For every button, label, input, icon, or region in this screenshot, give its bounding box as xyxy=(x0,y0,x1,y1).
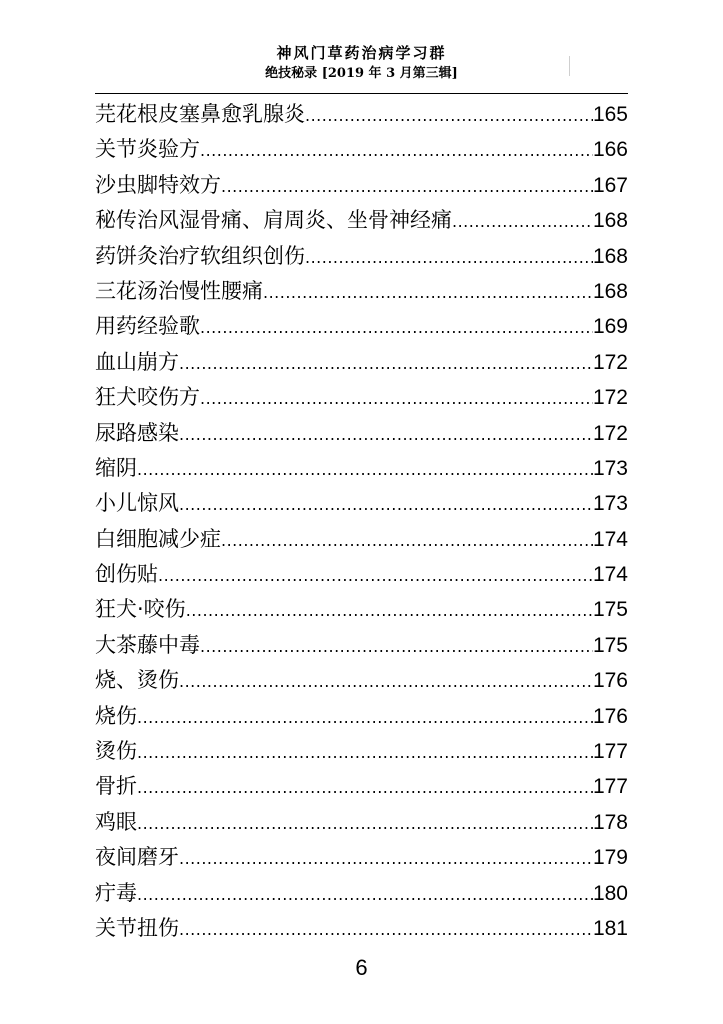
toc-entry xyxy=(95,592,628,627)
toc-entry-page: 175 xyxy=(592,633,628,657)
toc-entry-title: 沙虫脚特效方 xyxy=(95,172,221,197)
toc-dot-leader xyxy=(179,417,593,452)
toc-dot-leader xyxy=(137,452,593,487)
toc-entry-page: 179 xyxy=(592,846,628,870)
toc-entry xyxy=(95,168,628,203)
toc-dot-leader xyxy=(137,877,593,912)
toc-entry xyxy=(95,805,628,840)
toc-entry-title: 狂犬咬伤方 xyxy=(95,385,200,410)
toc-dot-leader xyxy=(137,806,593,841)
toc-entry-page: 174 xyxy=(592,563,628,587)
toc-entry-page: 165 xyxy=(592,103,628,126)
toc-entry-page: 174 xyxy=(592,527,628,551)
toc-entry xyxy=(95,522,628,557)
toc-entry xyxy=(95,132,628,167)
toc-entry-page: 175 xyxy=(592,598,628,622)
toc-dot-leader xyxy=(179,346,593,381)
toc-dot-leader xyxy=(200,629,593,664)
page-header xyxy=(95,42,628,84)
toc-entry xyxy=(95,416,628,451)
toc-entry-title: 大茶藤中毒 xyxy=(95,632,200,657)
toc-dot-leader xyxy=(452,204,593,239)
toc-entry xyxy=(95,274,628,309)
toc-entry-title: 血山崩方 xyxy=(95,349,179,374)
toc-entry xyxy=(95,380,628,415)
toc-entry-title: 小儿惊风 xyxy=(95,491,179,516)
toc-entry xyxy=(95,203,628,238)
page-number: 6 xyxy=(355,955,368,980)
toc-entry-title: 白细胞减少症 xyxy=(95,526,221,551)
toc-dot-leader xyxy=(305,240,593,275)
toc-dot-leader xyxy=(137,770,593,805)
toc-entry xyxy=(95,840,628,875)
toc-entry-title: 药饼灸治疗软组织创伤 xyxy=(95,243,305,268)
toc-dot-leader xyxy=(200,310,593,345)
toc-entry xyxy=(95,309,628,344)
toc-dot-leader xyxy=(179,912,593,947)
header-subtitle: 绝技秘录 [2019 年 3 月第三辑] xyxy=(265,66,458,81)
toc-entry-page: 176 xyxy=(592,669,628,693)
toc-entry xyxy=(95,451,628,486)
toc-entry-page: 166 xyxy=(592,138,628,162)
toc-entry xyxy=(95,239,628,274)
toc-entry xyxy=(95,486,628,521)
toc-entry-title: 疔毒 xyxy=(95,880,137,905)
header-margin-mark xyxy=(569,56,570,76)
toc-dot-leader xyxy=(179,841,593,876)
toc-entry xyxy=(95,345,628,380)
header-title: 神风门草药治病学习群 xyxy=(276,44,447,62)
toc-dot-leader xyxy=(305,98,593,133)
toc-entry-page: 181 xyxy=(592,916,628,940)
header-divider xyxy=(95,93,628,94)
toc-dot-leader xyxy=(158,558,593,593)
toc-entry-page: 169 xyxy=(592,315,628,339)
toc-entry-page: 168 xyxy=(592,279,628,303)
toc-entry-page: 172 xyxy=(592,386,628,410)
toc-entry-page: 180 xyxy=(592,881,628,905)
toc-dot-leader xyxy=(186,593,593,628)
toc-entry xyxy=(95,734,628,769)
toc-entry-title: 秘传治风湿骨痛、肩周炎、坐骨神经痛 xyxy=(95,208,452,233)
toc-dot-leader xyxy=(221,169,593,204)
toc-dot-leader xyxy=(179,487,593,522)
toc-entry-page: 173 xyxy=(592,492,628,516)
toc-dot-leader xyxy=(263,275,593,310)
toc-dot-leader xyxy=(200,133,593,168)
toc-entry xyxy=(95,911,628,946)
toc-entry xyxy=(95,769,628,804)
toc-entry-title: 用药经验歌 xyxy=(95,314,200,339)
toc-entry-page: 178 xyxy=(592,810,628,834)
toc-entry-page: 167 xyxy=(592,173,628,197)
toc-entry-title: 缩阴 xyxy=(95,455,137,480)
toc-entry-title: 烧伤 xyxy=(95,703,137,728)
toc-entry-page: 168 xyxy=(592,209,628,233)
toc-entry-page: 176 xyxy=(592,704,628,728)
toc-entry-title: 骨折 xyxy=(95,774,137,799)
toc-entry-title: 关节炎验方 xyxy=(95,137,200,162)
toc-entry-page: 177 xyxy=(592,740,628,764)
table-of-contents xyxy=(95,97,628,946)
toc-entry-page: 173 xyxy=(592,456,628,480)
toc-entry-page: 172 xyxy=(592,350,628,374)
toc-dot-leader xyxy=(179,664,593,699)
toc-dot-leader xyxy=(137,700,593,735)
toc-entry xyxy=(95,699,628,734)
toc-entry-title: 夜间磨牙 xyxy=(95,845,179,870)
toc-entry-title: 狂犬·咬伤 xyxy=(95,597,186,622)
toc-entry xyxy=(95,876,628,911)
toc-entry-title: 芫花根皮塞鼻愈乳腺炎 xyxy=(95,102,305,126)
toc-entry-page: 168 xyxy=(592,244,628,268)
toc-entry xyxy=(95,628,628,663)
toc-entry xyxy=(95,663,628,698)
toc-entry-title: 尿路感染 xyxy=(95,420,179,445)
toc-entry xyxy=(95,557,628,592)
toc-entry-title: 关节扭伤 xyxy=(95,915,179,940)
toc-dot-leader xyxy=(200,381,593,416)
toc-entry-title: 鸡眼 xyxy=(95,809,137,834)
toc-dot-leader xyxy=(221,523,593,558)
toc-entry-page: 172 xyxy=(592,421,628,445)
toc-entry-title: 烫伤 xyxy=(95,739,137,764)
toc-entry-title: 烧、烫伤 xyxy=(95,668,179,693)
toc-entry xyxy=(95,97,628,132)
toc-dot-leader xyxy=(137,735,593,770)
toc-entry-title: 创伤贴 xyxy=(95,562,158,587)
toc-entry-title: 三花汤治慢性腰痛 xyxy=(95,278,263,303)
toc-entry-page: 177 xyxy=(592,775,628,799)
